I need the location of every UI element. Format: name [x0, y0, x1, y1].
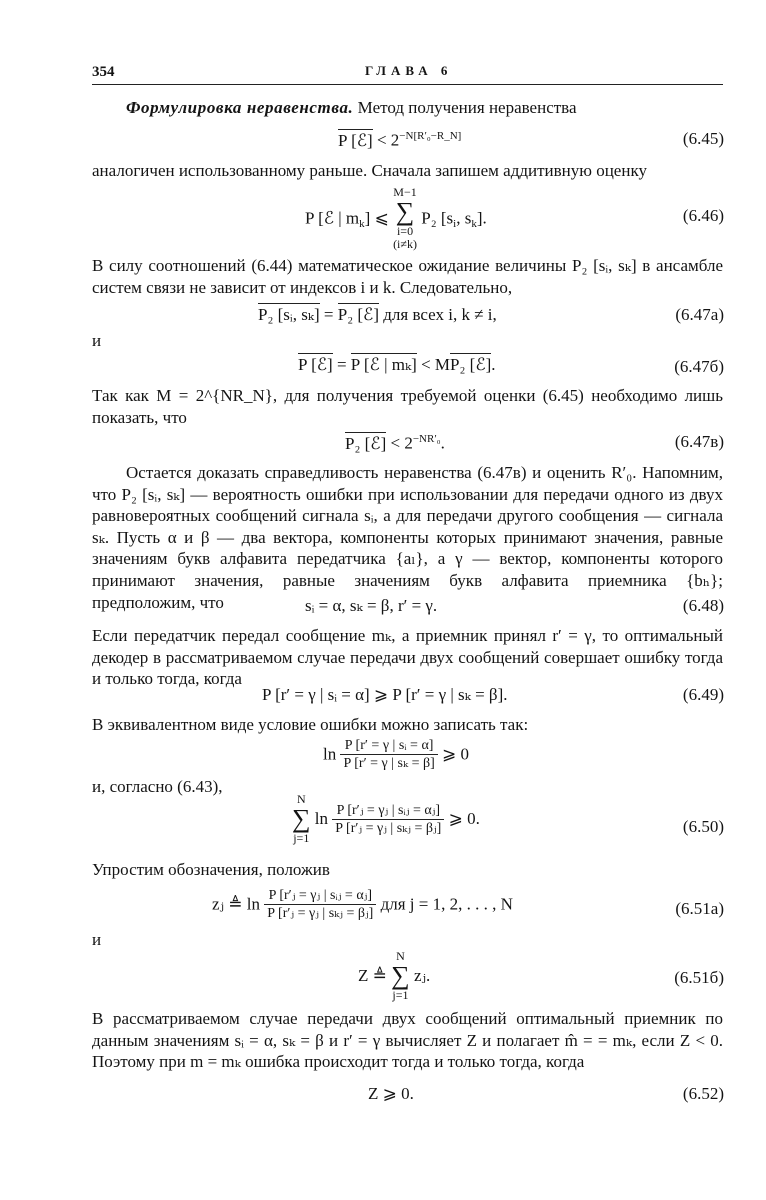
sum-condition: (i≠k)	[393, 237, 417, 251]
eq651b-rhs: zⱼ.	[409, 966, 431, 985]
sum-bottom: i=0	[396, 224, 414, 238]
paragraph-1	[92, 97, 723, 119]
ln-label: ln	[310, 809, 333, 828]
equation-6-49: P [r′ = γ | sᵢ = α] ⩾ P [r′ = γ | sₖ = β].	[262, 685, 508, 704]
summation-6-50	[292, 793, 311, 845]
eq647b-end: .	[491, 355, 496, 374]
eq645-lhs: P [ℰ]	[338, 130, 373, 150]
sum-top: N	[296, 792, 306, 806]
fraction-1	[340, 737, 437, 772]
eq647b-b: P [ℰ | mₖ]	[350, 355, 417, 374]
eq-number-6-45: (6.45)	[682, 129, 724, 148]
eq646-rhs: P₂ [s	[416, 208, 454, 228]
eq647a-cond: для всех i, k ≠ i,	[379, 305, 497, 324]
equation-6-46	[305, 186, 487, 251]
paragraph-5: Остается доказать справедливость неравенства (6.47в) и оценить R′₀. Напомним, что P₂ [sᵢ, sₖ] — вероятность ошибки при использовании для передачи одного из двух равновероятных сообщений сигнала sᵢ, а для передачи другого сообщения — сигнала sₖ. Пусть α и β — два вектора, компоненты которых принимают значения, равные значениям букв алфавита передатчика {aₗ}, а γ — вектор, компоненты которого принимают значения, равные значениям букв алфавита приемника {bₕ}; предположим, что	[92, 463, 723, 612]
eq646-rhs-end: ].	[476, 208, 487, 228]
summation-6-51b	[391, 950, 410, 1002]
eq647b-lt: < M	[416, 355, 451, 374]
eq646-rhs-mid: , s	[456, 208, 472, 228]
eq-number-6-50: (6.50)	[682, 817, 724, 836]
eq646-lhs-sub: k	[359, 217, 365, 230]
paragraph-9: Упростим обозначения, положив	[92, 860, 330, 879]
sum-bottom: j=1	[392, 988, 409, 1002]
page-number: 354	[92, 64, 115, 80]
eq646-lhs-end: ] ⩽	[364, 208, 394, 228]
equation-6-45	[338, 124, 461, 153]
eq-number-6-47v: (6.47в)	[674, 432, 724, 451]
eq-unnum-rel: ⩾ 0	[437, 744, 470, 764]
fraction-2-numerator: P [r′ⱼ = γⱼ | sᵢⱼ = αⱼ]	[332, 802, 444, 820]
eq651b-lhs: Z ≜	[358, 966, 392, 985]
equation-6-47v	[345, 427, 445, 456]
equation-6-52: Z ⩾ 0.	[368, 1084, 414, 1103]
paragraph-10: В рассматриваемом случае передачи двух сообщений оптимальный приемник по данным значениям sᵢ = α, sₖ = β и r′ = γ вычисляет Z и полагает m̂ = = mₖ, если Z < 0. Поэтому при m = mₖ ошибка происходит тогда и только тогда, когда	[92, 1009, 723, 1072]
eq-number-6-52: (6.52)	[682, 1084, 724, 1103]
fraction-2	[332, 802, 444, 837]
paragraph-6: Если передатчик передал сообщение mₖ, а приемник принял r′ = γ, то оптимальный декодер в рассматриваемом случае передачи двух сообщений совершает ошибку тогда и только тогда, когда	[92, 626, 723, 689]
eq647a-eq: =	[319, 305, 338, 324]
eq647a-rhs: P₂ [ℰ]	[337, 305, 380, 324]
eq647b-c: P₂ [ℰ]	[450, 355, 492, 374]
eq647a-lhs: P₂ [sᵢ, sₖ]	[258, 305, 320, 324]
paragraph-3: В силу соотношений (6.44) математическое ожидание величины P₂ [sᵢ, sₖ] в ансамбле систем связи не зависит от индексов i и k. Следовательно,	[92, 256, 723, 297]
conjunction-2: и	[92, 930, 102, 949]
equation-6-47b	[298, 353, 496, 377]
eq-number-6-49: (6.49)	[682, 685, 724, 704]
section-heading: Формулировка неравенства.	[126, 98, 354, 117]
eq646-lhs: P [ℰ | m	[305, 208, 360, 228]
eq647b-a: P [ℰ]	[298, 355, 333, 374]
eq647v-exp: −NR′₀	[412, 433, 441, 445]
eq646-rhs-i: i	[453, 217, 457, 230]
eq647v-lhs: P₂ [ℰ]	[345, 433, 387, 453]
eq-number-6-48: (6.48)	[682, 596, 724, 615]
ln-label: ln	[323, 744, 341, 764]
sigma-icon: ∑	[395, 197, 415, 226]
running-title: ГЛАВА 6	[365, 63, 453, 78]
header-rule	[92, 84, 723, 85]
paragraph-4: Так как M = 2^{NR_N}, для получения требуемой оценки (6.45) необходимо лишь показать, что	[92, 386, 723, 427]
eq-number-6-46: (6.46)	[682, 206, 724, 225]
equation-6-50	[292, 793, 480, 845]
sigma-icon: ∑	[391, 961, 410, 990]
eq651a-cond: для j = 1, 2, . . . , N	[376, 894, 513, 914]
fraction-1-denominator: P [r′ = γ | sₖ = β]	[343, 756, 435, 771]
eq-number-6-47b: (6.47б)	[674, 357, 724, 376]
eq651a-lhs: zⱼ ≜ ln	[212, 894, 265, 914]
eq650-rel: ⩾ 0.	[444, 809, 480, 828]
eq645-exp: −N[R′₀−R_N]	[399, 130, 462, 142]
sum-top: M−1	[393, 185, 417, 199]
fraction-3-denominator: P [r′ⱼ = γⱼ | sₖⱼ = βⱼ]	[267, 906, 374, 921]
eq646-rhs-k: k	[471, 217, 477, 230]
equation-unnumbered	[323, 737, 469, 772]
paragraph-7: В эквивалентном виде условие ошибки можно записать так:	[92, 715, 529, 734]
eq647v-end: .	[440, 433, 445, 453]
eq647b-eq: =	[332, 355, 351, 374]
paragraph-2: аналогичен использованному раньше. Сначала запишем аддитивную оценку	[92, 161, 647, 180]
equation-6-48: sᵢ = α, sₖ = β, r′ = γ.	[305, 596, 438, 615]
conjunction-1: и	[92, 331, 102, 350]
equation-6-47a	[258, 303, 497, 327]
sum-bottom: j=1	[293, 831, 310, 845]
fraction-3-numerator: P [r′ⱼ = γⱼ | sᵢⱼ = αⱼ]	[264, 887, 376, 905]
eq645-rel: < 2	[372, 130, 400, 150]
eq-number-6-47a: (6.47а)	[675, 305, 724, 324]
paragraph-8: и, согласно (6.43),	[92, 777, 223, 796]
eq-number-6-51a: (6.51а)	[675, 899, 724, 918]
fraction-3	[264, 887, 376, 922]
eq647v-rel: < 2	[386, 433, 413, 453]
summation-6-46	[393, 186, 417, 251]
eq-number-6-51b: (6.51б)	[674, 968, 724, 987]
fraction-2-denominator: P [r′ⱼ = γⱼ | sₖⱼ = βⱼ]	[335, 820, 442, 836]
paragraph-1-text: Метод получения неравенства	[353, 98, 577, 117]
equation-6-51b	[358, 950, 430, 1002]
sum-top: N	[396, 949, 405, 963]
fraction-1-numerator: P [r′ = γ | sᵢ = α]	[340, 737, 437, 755]
sigma-icon: ∑	[292, 804, 311, 833]
equation-6-51a	[212, 887, 513, 922]
